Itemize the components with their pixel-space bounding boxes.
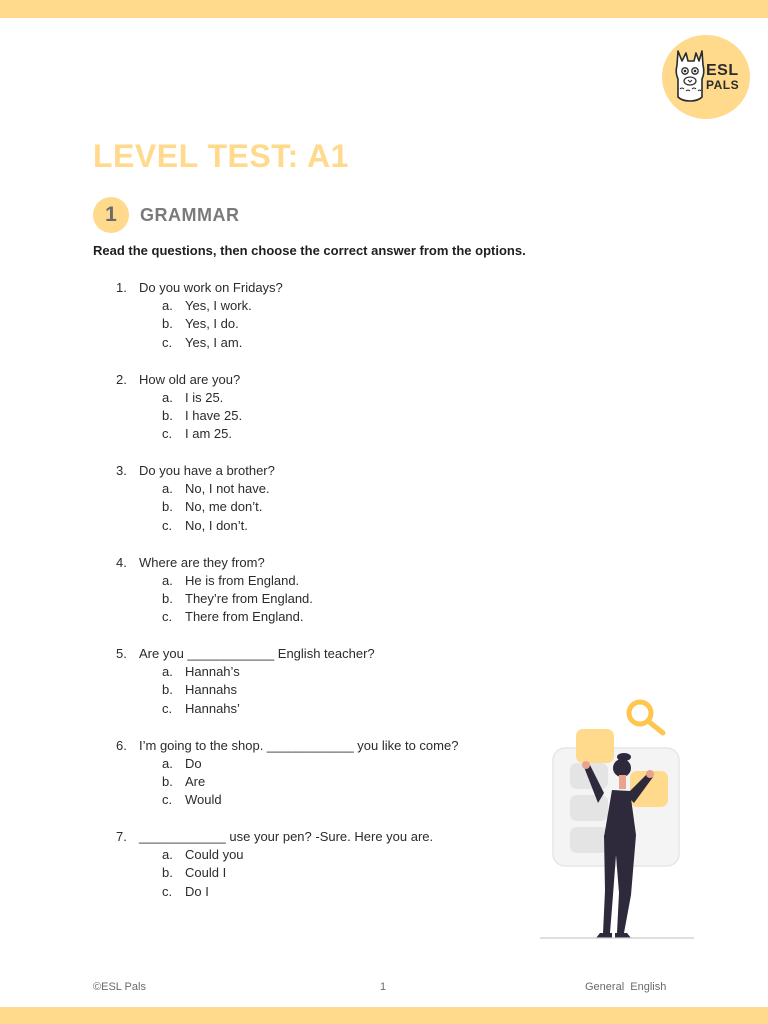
option-letter: a. <box>162 481 173 496</box>
instructions: Read the questions, then choose the correct answer from the options. <box>93 243 526 258</box>
question-number: 2. <box>116 371 127 387</box>
option-letter: b. <box>162 590 173 606</box>
question-item <box>93 462 533 554</box>
question-item <box>93 554 533 646</box>
question-item <box>93 828 533 920</box>
question-number: 5. <box>116 646 127 661</box>
answer-option[interactable] <box>93 572 533 590</box>
option-letter: a. <box>162 389 173 405</box>
answer-option[interactable] <box>93 389 533 407</box>
option-letter: c. <box>162 883 173 899</box>
logo-wordmark <box>706 63 739 91</box>
answer-option[interactable] <box>93 498 533 516</box>
option-letter: c. <box>162 792 173 808</box>
question-text: How old are you? <box>139 371 241 387</box>
question-number: 3. <box>116 463 127 478</box>
answer-option[interactable] <box>93 864 533 882</box>
option-letter: a. <box>162 298 173 313</box>
question-text: Do you have a brother? <box>139 463 275 478</box>
answer-option[interactable] <box>93 297 533 315</box>
footer-copyright: ©ESL Pals <box>93 981 146 993</box>
question-number: 7. <box>116 829 127 844</box>
question-text: ____________ use your pen? -Sure. Here you are. <box>139 829 434 844</box>
answer-option[interactable] <box>93 681 533 699</box>
question-number: 1. <box>116 280 127 295</box>
option-text: Do <box>185 755 202 771</box>
answer-option[interactable] <box>93 517 533 535</box>
option-letter: c. <box>162 517 173 533</box>
answer-option[interactable] <box>93 883 533 901</box>
question-item <box>93 279 533 371</box>
section-title: GRAMMAR <box>140 205 240 225</box>
option-letter: a. <box>162 847 173 862</box>
option-letter: b. <box>162 407 173 423</box>
option-letter: b. <box>162 773 173 789</box>
answer-option[interactable] <box>93 700 533 718</box>
question-item <box>93 737 533 829</box>
option-text: No, I not have. <box>185 481 270 496</box>
question-text: I’m going to the shop. ____________ you like to come? <box>139 737 459 753</box>
esl-pals-logo <box>662 35 750 119</box>
option-text: Are <box>185 773 206 789</box>
answer-option[interactable] <box>93 334 533 352</box>
option-letter: b. <box>162 316 173 332</box>
question-text: Are you ____________ English teacher? <box>139 646 375 661</box>
logo-line-1: ESL <box>706 62 739 79</box>
option-text: I is 25. <box>185 389 224 405</box>
option-text: There from England. <box>185 609 304 625</box>
question-item <box>93 371 533 463</box>
option-letter: b. <box>162 499 173 515</box>
bottom-accent-bar <box>0 1007 768 1024</box>
answer-option[interactable] <box>93 425 533 443</box>
answer-option[interactable] <box>93 846 533 864</box>
option-text: Hannahs’ <box>185 700 240 716</box>
option-text: I am 25. <box>185 426 232 442</box>
answer-option[interactable] <box>93 791 533 809</box>
option-letter: c. <box>162 700 173 716</box>
footer-page-number: 1 <box>380 981 387 993</box>
option-text: Hannahs <box>185 682 238 698</box>
option-letter: a. <box>162 755 173 771</box>
question-number: 6. <box>116 737 127 753</box>
option-text: I have 25. <box>185 407 243 423</box>
option-letter: b. <box>162 865 173 881</box>
option-text: Could you <box>185 847 244 862</box>
question-item <box>93 645 533 737</box>
question-text: Where are they from? <box>139 554 265 570</box>
logo-line-2: PALS <box>706 78 740 92</box>
answer-option[interactable] <box>93 773 533 791</box>
option-text: Would <box>185 792 222 808</box>
llama-icon <box>672 47 708 103</box>
woman-searching-illustration <box>540 695 700 940</box>
option-text: He is from England. <box>185 572 300 588</box>
answer-option[interactable] <box>93 663 533 681</box>
section-number-badge: 1 <box>93 197 129 233</box>
question-number: 4. <box>116 554 127 570</box>
option-letter: c. <box>162 426 173 442</box>
option-letter: a. <box>162 664 173 679</box>
option-letter: b. <box>162 682 173 698</box>
question-list <box>93 279 533 920</box>
question-text: Do you work on Fridays? <box>139 280 283 295</box>
option-letter: c. <box>162 334 173 350</box>
option-letter: c. <box>162 609 173 625</box>
option-text: No, I don’t. <box>185 517 248 533</box>
option-text: They’re from England. <box>185 590 313 606</box>
top-accent-bar <box>0 0 768 18</box>
answer-option[interactable] <box>93 608 533 626</box>
option-letter: a. <box>162 572 173 588</box>
answer-option[interactable] <box>93 480 533 498</box>
page-title: LEVEL TEST: A1 <box>93 138 349 174</box>
answer-option[interactable] <box>93 590 533 608</box>
magnifier-icon <box>629 702 663 733</box>
option-text: Hannah’s <box>185 664 240 679</box>
option-text: Could I <box>185 865 227 881</box>
option-text: Yes, I am. <box>185 334 243 350</box>
option-text: No, me don’t. <box>185 499 263 515</box>
option-text: Yes, I do. <box>185 316 239 332</box>
answer-option[interactable] <box>93 755 533 773</box>
answer-option[interactable] <box>93 315 533 333</box>
footer-course-label: General English <box>585 981 667 993</box>
option-text: Yes, I work. <box>185 298 252 313</box>
answer-option[interactable] <box>93 407 533 425</box>
option-text: Do I <box>185 883 209 899</box>
